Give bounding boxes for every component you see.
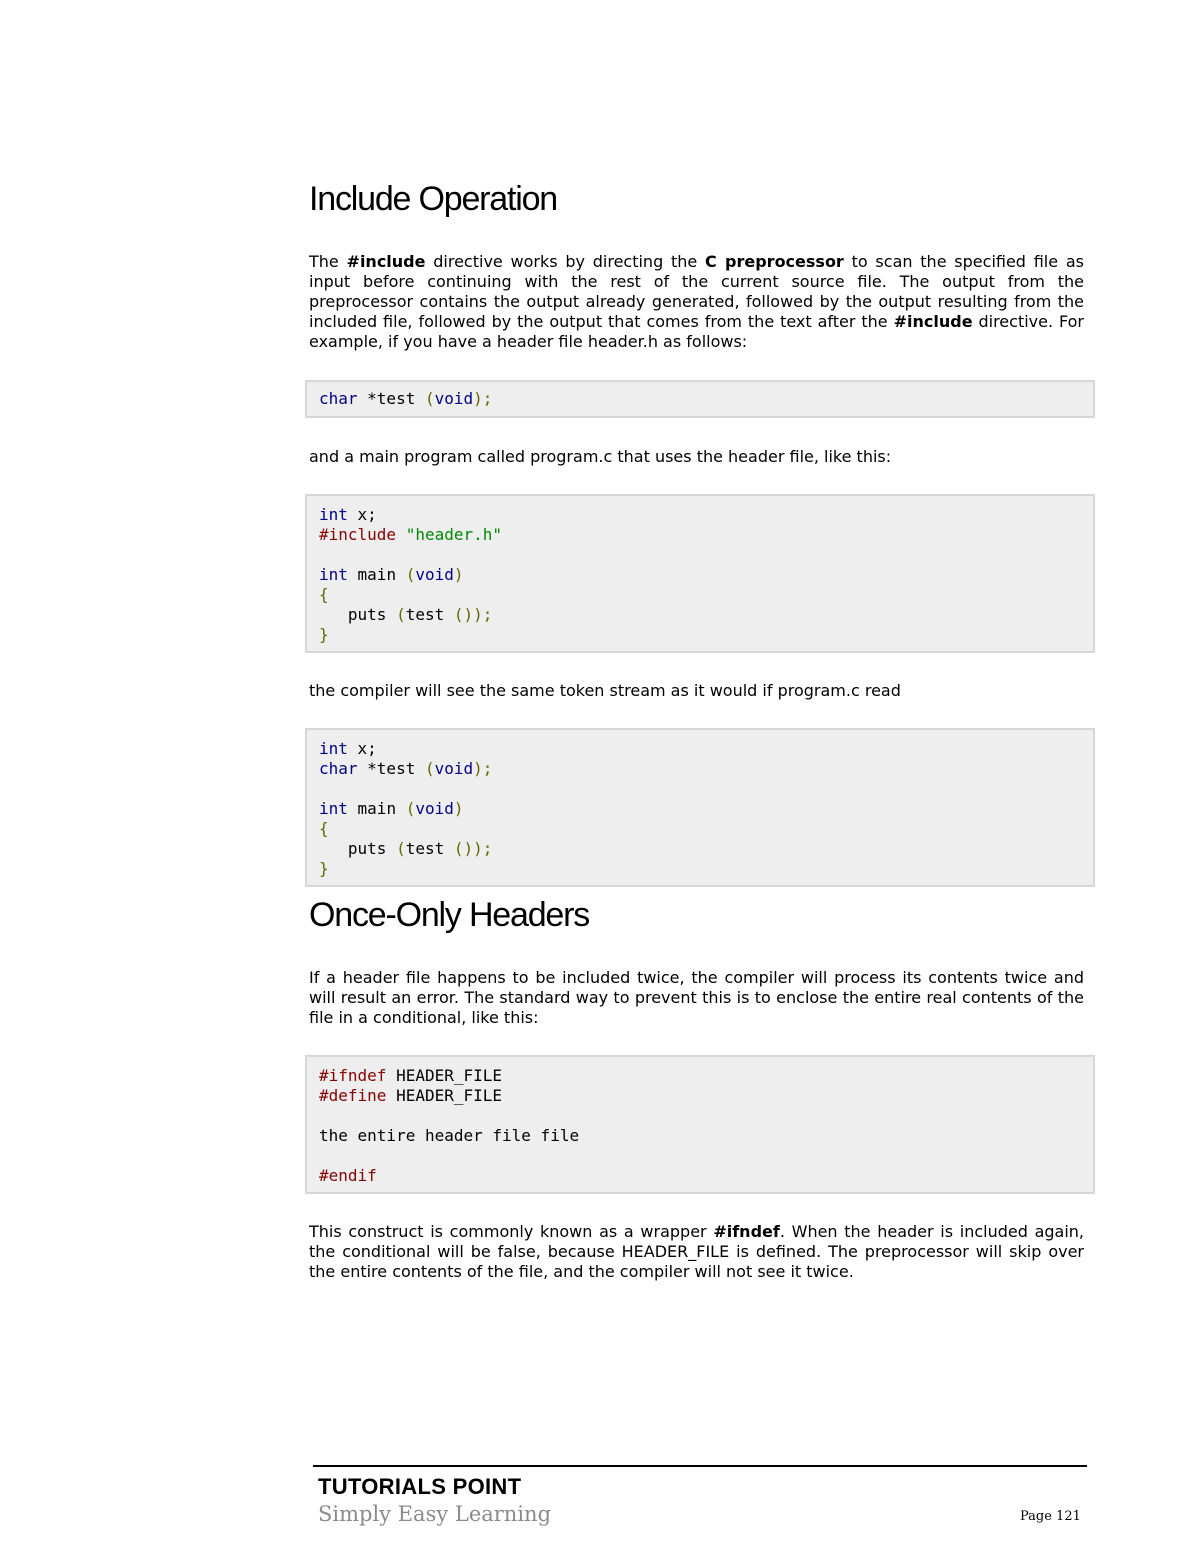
page-number: Page 121 xyxy=(1020,1509,1081,1524)
paragraph-include-directive: The #include directive works by directing the C preprocessor to scan the specified file as input before continuing with the rest of the current source file. The output from the preprocessor contains the output already generated, followed by the output resulting from the included file, followed by the output that comes from the text after the #include directive. For example, if you have a header file header.h as follows: xyxy=(309,252,1085,351)
footer-divider xyxy=(313,1465,1087,1467)
code-block-ifndef-wrapper: #ifndef HEADER_FILE #define HEADER_FILE the entire header file file #endif xyxy=(305,1055,1095,1194)
heading-include-operation: Include Operation xyxy=(309,180,557,218)
footer-brand: TUTORIALS POINT xyxy=(318,1474,522,1499)
paragraph-token-stream: the compiler will see the same token stream as it would if program.c read xyxy=(309,681,901,700)
heading-once-only-headers: Once-Only Headers xyxy=(309,896,590,934)
code-block-header-h: char *test (void); xyxy=(305,380,1095,418)
footer-tagline: Simply Easy Learning xyxy=(318,1502,552,1526)
paragraph-header-twice: If a header file happens to be included twice, the compiler will process its contents twice and will result an error. The standard way to prevent this is to enclose the entire real contents of the file in a conditional, like this: xyxy=(309,968,1084,1027)
paragraph-main-program: and a main program called program.c that uses the header file, like this: xyxy=(309,447,892,466)
paragraph-wrapper-ifndef: This construct is commonly known as a wrapper #ifndef. When the header is included again, the conditional will be false, because HEADER_FILE is defined. The preprocessor will skip over the entire contents of the file, and the compiler will not see it twice. xyxy=(309,1222,1085,1281)
code-block-expanded: int x; char *test (void); int main (void) { puts (test ()); } xyxy=(305,728,1095,887)
code-block-program-c: int x; #include "header.h" int main (void) { puts (test ()); } xyxy=(305,494,1095,653)
